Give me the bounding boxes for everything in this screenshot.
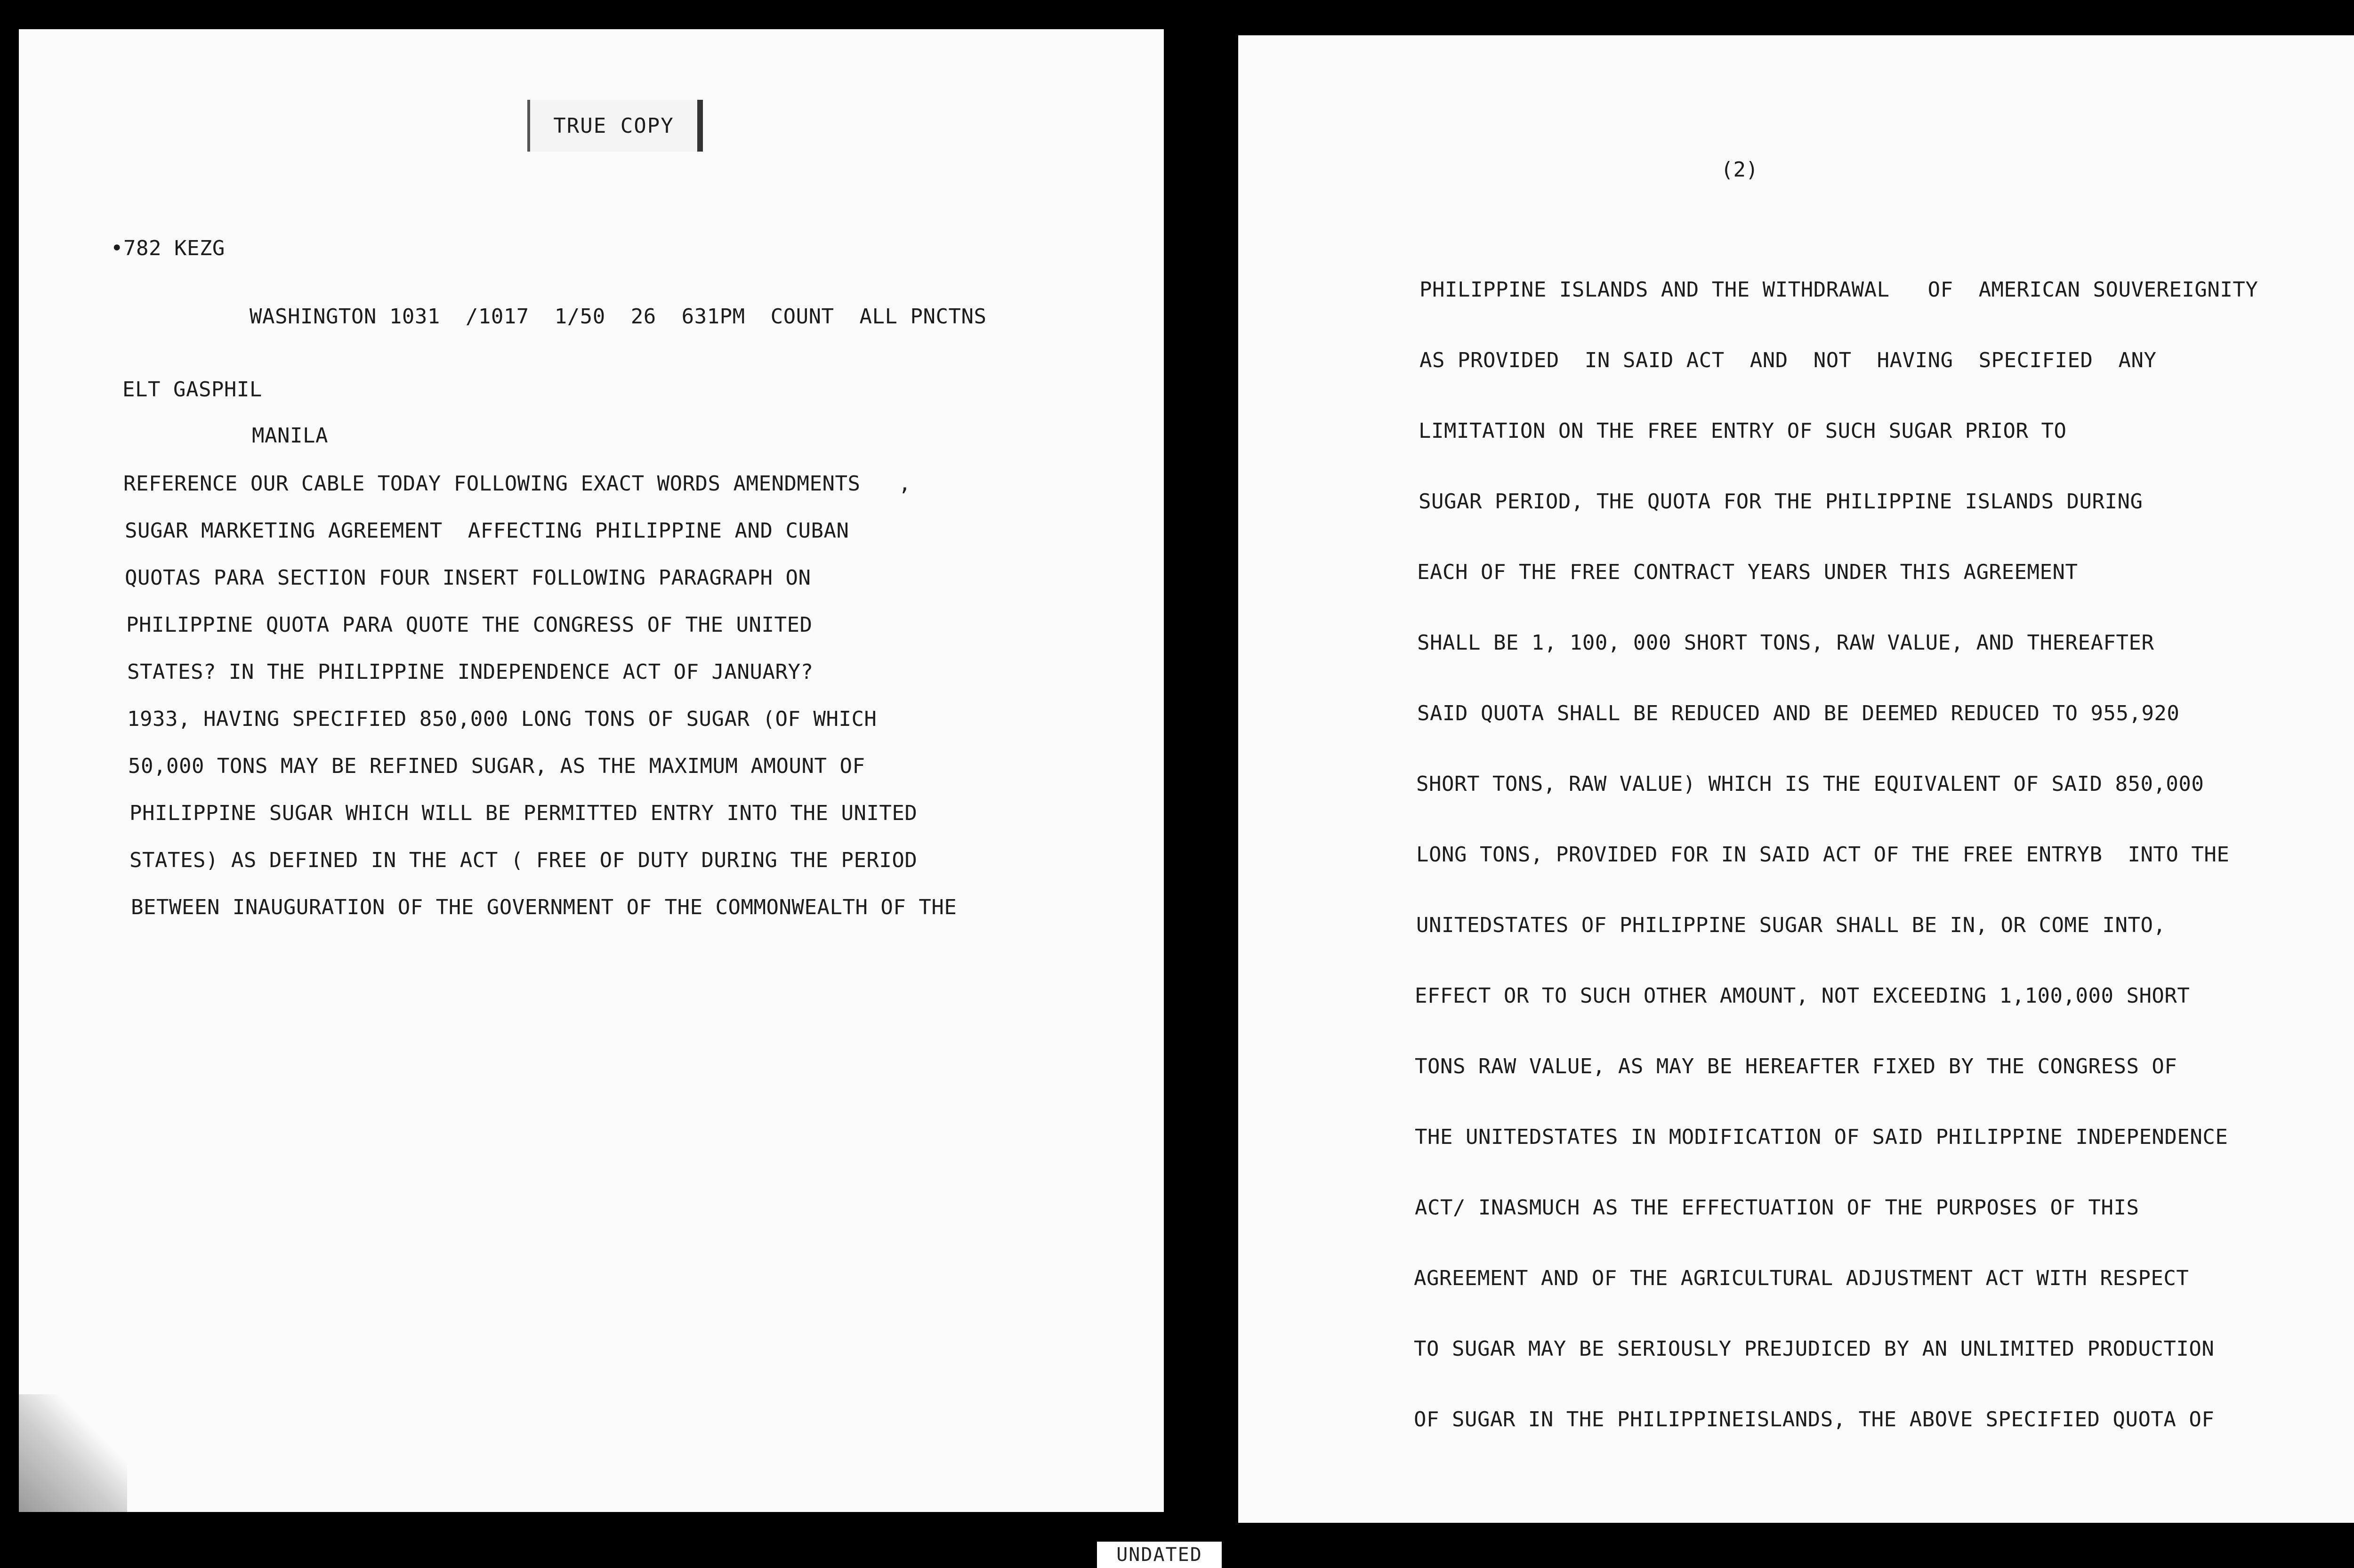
body-line: PHILIPPINE SUGAR WHICH WILL BE PERMITTED ENTRY INTO THE UNITED [129,801,918,825]
undated-label: UNDATED [1097,1542,1222,1568]
body-line: EFFECT OR TO SUCH OTHER AMOUNT, NOT EXCEEDING 1,100,000 SHORT [1415,984,2190,1008]
body-line: STATES) AS DEFINED IN THE ACT ( FREE OF DUTY DURING THE PERIOD [129,848,918,872]
body-line: BETWEEN INAUGURATION OF THE GOVERNMENT OF THE COMMONWEALTH OF THE [131,895,957,919]
addressee: ELT GASPHIL [122,378,262,402]
body-line: LIMITATION ON THE FREE ENTRY OF SUCH SUGAR PRIOR TO [1419,419,2067,443]
body-line: UNITEDSTATES OF PHILIPPINE SUGAR SHALL BE IN, OR COME INTO, [1416,913,2166,937]
body-line: LONG TONS, PROVIDED FOR IN SAID ACT OF THE FREE ENTRYB INTO THE [1416,843,2230,867]
body-line: PHILIPPINE QUOTA PARA QUOTE THE CONGRESS OF THE UNITED [126,613,813,637]
body-line: SUGAR PERIOD, THE QUOTA FOR THE PHILIPPINE ISLANDS DURING [1419,490,2143,514]
body-line: STATES? IN THE PHILIPPINE INDEPENDENCE ACT OF JANUARY? [127,660,814,684]
body-line: AGREEMENT AND OF THE AGRICULTURAL ADJUSTMENT ACT WITH RESPECT [1414,1266,2189,1290]
page-corner-shadow [19,1394,127,1512]
true-copy-stamp: TRUE COPY [527,100,703,152]
body-line: EACH OF THE FREE CONTRACT YEARS UNDER THIS AGREEMENT [1417,560,2078,584]
body-line: 1933, HAVING SPECIFIED 850,000 LONG TONS OF SUGAR (OF WHICH [127,707,877,731]
left-page [19,29,1164,1512]
page-number: (2) [1721,158,1758,182]
body-line: TO SUGAR MAY BE SERIOUSLY PREJUDICED BY AN UNLIMITED PRODUCTION [1414,1337,2215,1361]
body-line: SHALL BE 1, 100, 000 SHORT TONS, RAW VALUE, AND THEREAFTER [1417,631,2154,655]
body-line: SUGAR MARKETING AGREEMENT AFFECTING PHILIPPINE AND CUBAN [125,519,849,543]
body-line: ACT/ INASMUCH AS THE EFFECTUATION OF THE PURPOSES OF THIS [1415,1196,2139,1220]
telegram-header: WASHINGTON 1031 /1017 1/50 26 631PM COUNT ALL PNCTNS [250,305,987,329]
reference-number: •782 KEZG [111,236,225,260]
body-line: SHORT TONS, RAW VALUE) WHICH IS THE EQUIVALENT OF SAID 850,000 [1416,772,2204,796]
city: MANILA [252,424,328,448]
body-line: 50,000 TONS MAY BE REFINED SUGAR, AS THE MAXIMUM AMOUNT OF [128,754,865,778]
body-line: THE UNITEDSTATES IN MODIFICATION OF SAID PHILIPPINE INDEPENDENCE [1415,1125,2228,1149]
body-line: TONS RAW VALUE, AS MAY BE HEREAFTER FIXED BY THE CONGRESS OF [1415,1054,2177,1078]
body-line: REFERENCE OUR CABLE TODAY FOLLOWING EXACT WORDS AMENDMENTS , [123,472,911,496]
body-line: AS PROVIDED IN SAID ACT AND NOT HAVING SPECIFIED ANY [1419,348,2157,372]
right-page [1238,35,2354,1523]
body-line: SAID QUOTA SHALL BE REDUCED AND BE DEEMED REDUCED TO 955,920 [1417,701,2180,725]
body-line: QUOTAS PARA SECTION FOUR INSERT FOLLOWING PARAGRAPH ON [125,566,811,590]
body-line: OF SUGAR IN THE PHILIPPINEISLANDS, THE ABOVE SPECIFIED QUOTA OF [1414,1407,2215,1431]
body-line: PHILIPPINE ISLANDS AND THE WITHDRAWAL OF AMERICAN SOUVEREIGNITY [1419,278,2258,302]
